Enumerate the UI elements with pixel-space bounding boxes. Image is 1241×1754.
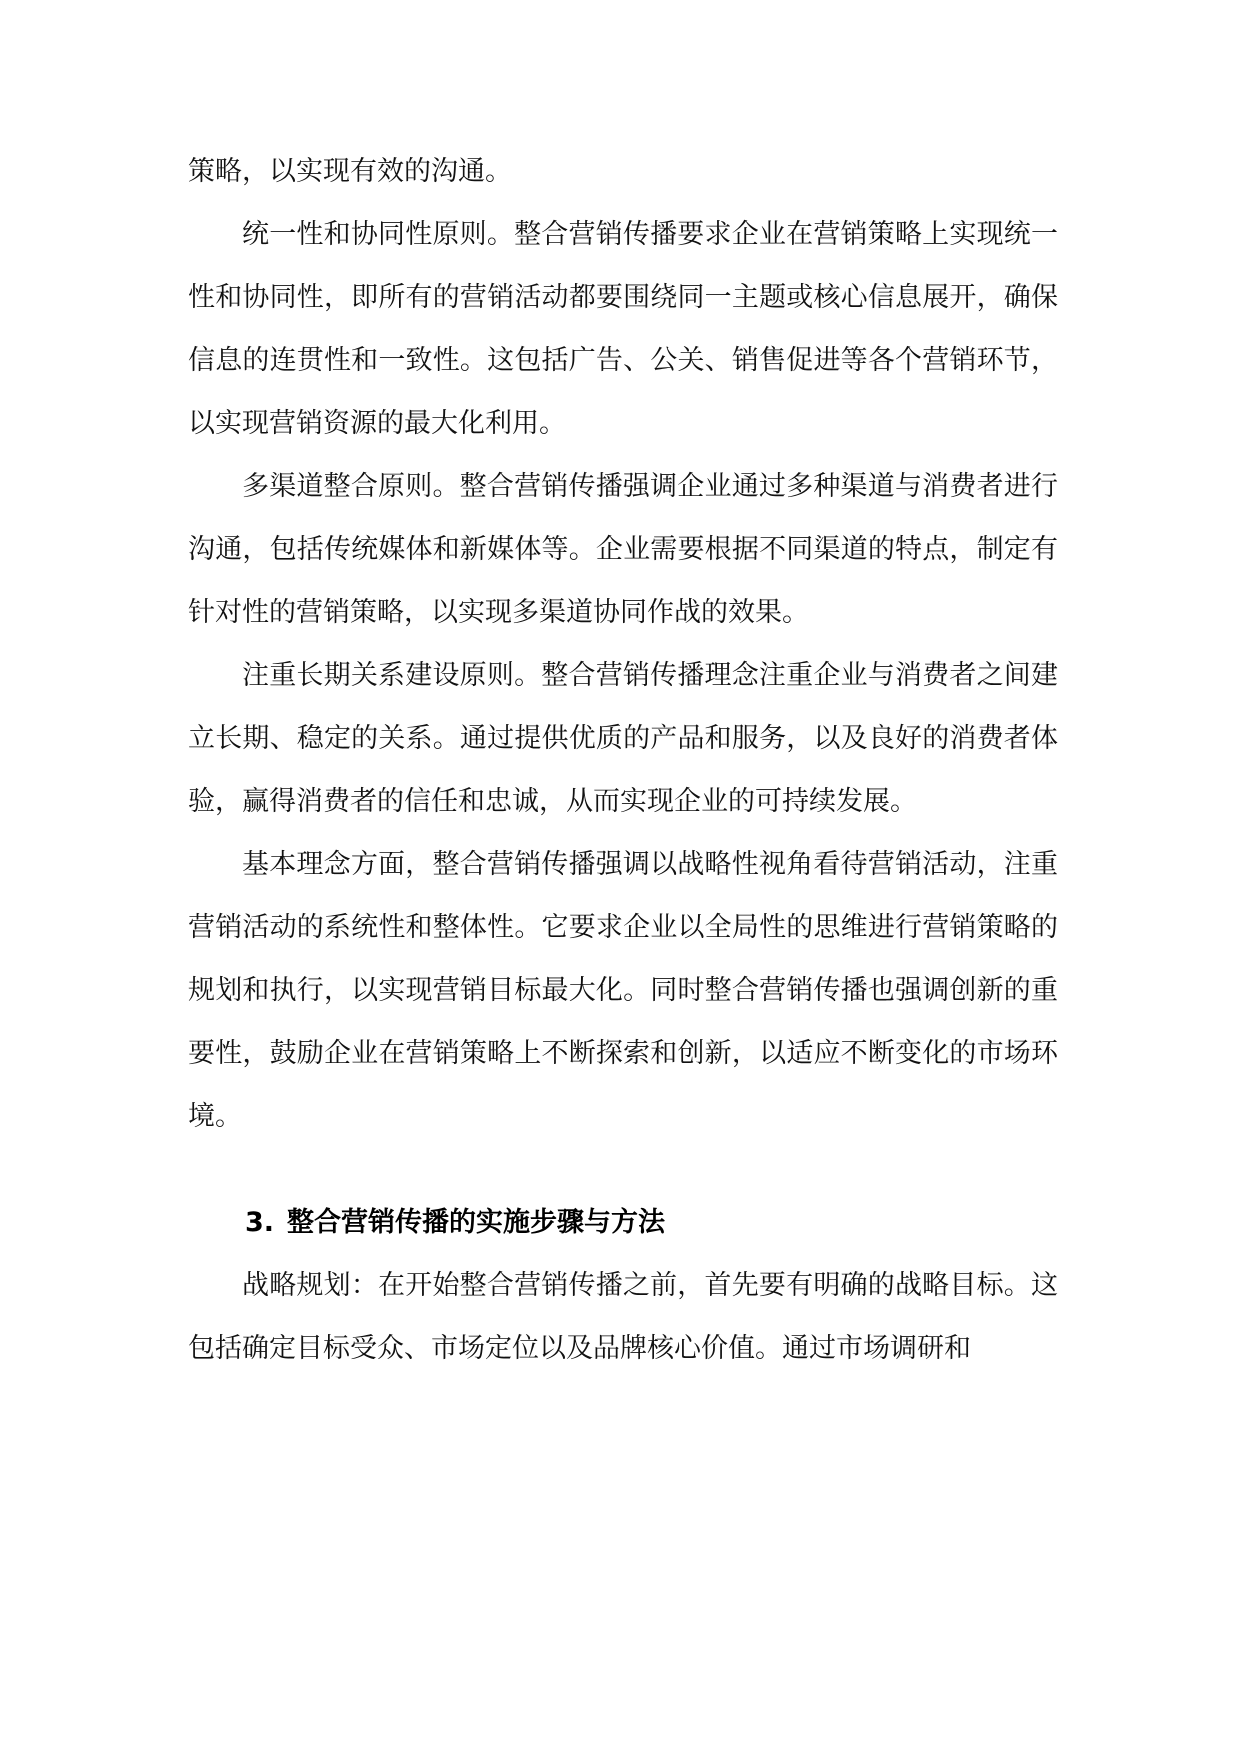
body-text <box>188 140 1058 1380</box>
paragraph-multichannel-principle: 多渠道整合原则。整合营销传播强调企业通过多种渠道与消费者进行沟通，包括传统媒体和新媒体等。企业需要根据不同渠道的特点，制定有针对性的营销策略，以实现多渠道协同作战的效果。 <box>188 471 1058 628</box>
paragraph-basic-concept: 基本理念方面，整合营销传播强调以战略性视角看待营销活动，注重营销活动的系统性和整体性。它要求企业以全局性的思维进行营销策略的规划和执行，以实现营销目标最大化。同时整合营销传播也强调创新的重要性，鼓励企业在营销策略上不断探索和创新，以适应不断变化的市场环境。 <box>188 849 1058 1132</box>
paragraph-continuation: 策略，以实现有效的沟通。 <box>188 156 512 187</box>
paragraph-strategic-planning: 战略规划：在开始整合营销传播之前，首先要有明确的战略目标。这包括确定目标受众、市场定位以及品牌核心价值。通过市场调研和 <box>188 1270 1058 1364</box>
paragraph-unity-principle: 统一性和协同性原则。整合营销传播要求企业在营销策略上实现统一性和协同性，即所有的营销活动都要围绕同一主题或核心信息展开，确保信息的连贯性和一致性。这包括广告、公关、销售促进等各个营销环节，以实现营销资源的最大化利用。 <box>188 219 1058 439</box>
section-title: 整合营销传播的实施步骤与方法 <box>287 1207 665 1238</box>
paragraph-long-term-relationship-principle: 注重长期关系建设原则。整合营销传播理念注重企业与消费者之间建立长期、稳定的关系。通过提供优质的产品和服务，以及良好的消费者体验，赢得消费者的信任和忠诚，从而实现企业的可持续发展。 <box>188 660 1058 817</box>
section-heading <box>188 1191 1058 1254</box>
section-number: 3. <box>245 1207 275 1238</box>
